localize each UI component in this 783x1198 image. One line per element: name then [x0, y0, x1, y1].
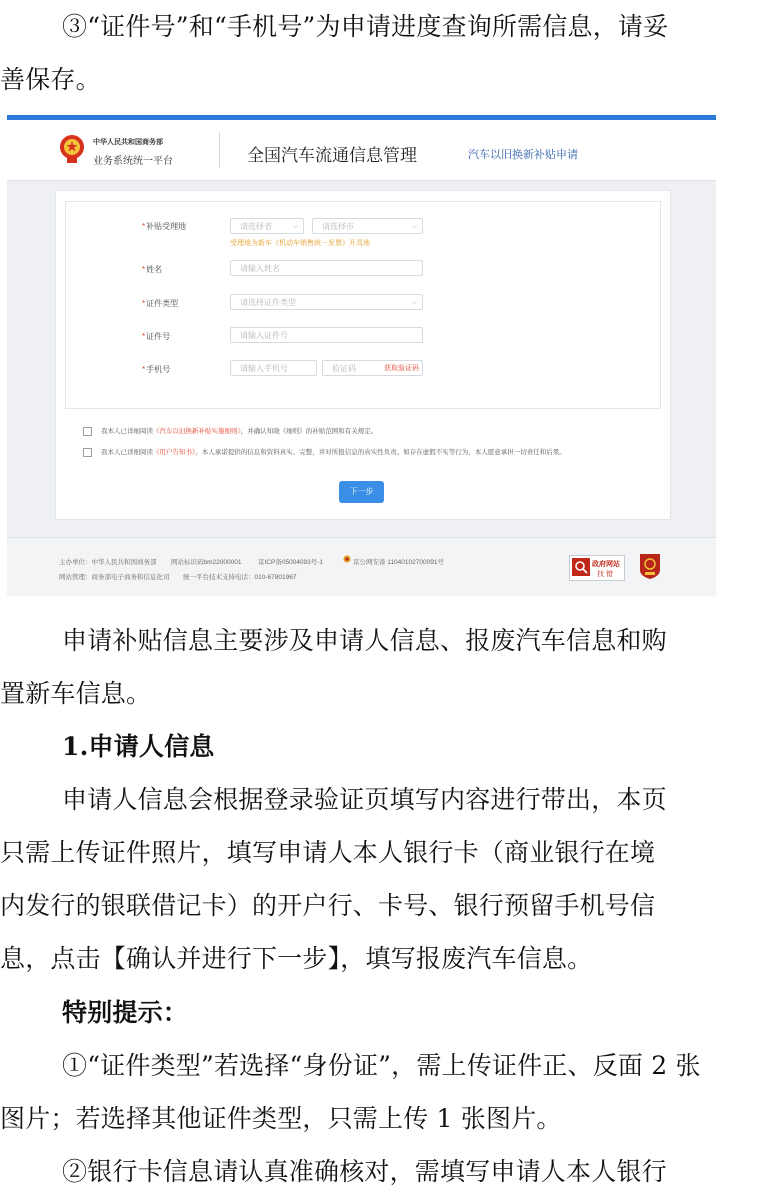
org-subtitle: 业务系统统一平台	[93, 156, 173, 167]
paragraph-body	[0, 773, 715, 985]
gov-badge-line-1: 政府网站	[592, 561, 620, 568]
tip-1-line-2: 图片；若选择其他证件类型，只需上传 1 张图片。	[0, 1104, 562, 1133]
party-gov-shield-icon[interactable]	[638, 552, 662, 580]
paragraph-body-line-3: 内发行的银联借记卡）的开户行、卡号、银行预留手机号信	[0, 891, 656, 920]
agreement-notice-checkbox[interactable]	[83, 448, 92, 457]
phone-label: *手机号	[142, 365, 171, 374]
tip-heading-text: 特别提示：	[62, 998, 189, 1027]
site-footer	[7, 537, 716, 596]
header-divider	[219, 132, 220, 168]
tip-1-line-1: ①“证件类型”若选择“身份证”，需上传证件正、反面 2 张	[62, 1051, 701, 1080]
tip-heading	[0, 986, 715, 1039]
id-type-select[interactable]: 请选择证件类型 ⌵	[230, 294, 423, 310]
paragraph-intro-line-2: 置新车信息。	[0, 679, 152, 708]
paragraph-body-line-2: 只需上传证件照片，填写申请人本人银行卡（商业银行在境	[0, 838, 656, 867]
captcha-input[interactable]: 验证码 获取验证码	[322, 360, 423, 376]
application-form-panel	[55, 190, 671, 520]
footer-sponsor: 主办单位：中华人民共和国商务部	[59, 559, 157, 566]
agreement-rules-checkbox[interactable]	[83, 427, 92, 436]
province-select[interactable]: 请选择省 ⌵	[230, 218, 304, 234]
paragraph-intro	[0, 614, 715, 720]
paragraph-body-line-4: 息，点击【确认并进行下一步】，填写报废汽车信息。	[0, 944, 593, 973]
footer-site-id: 网站标识码bm22000001	[171, 559, 242, 566]
footer-support: 统一平台技术支持电话：010-67801967	[183, 574, 297, 581]
tip-2-line-1: ②银行卡信息请认真准确核对，需填写申请人本人银行	[62, 1157, 667, 1186]
id-number-label: *证件号	[142, 332, 171, 341]
system-subtitle: 汽车以旧换新补贴申请	[468, 149, 578, 161]
section-heading-text: 1.申请人信息	[62, 732, 215, 761]
tip-1	[0, 1039, 715, 1145]
agreement-notice-row: 我本人已详细阅读《用户告知书》，本人承诺提供的信息和资料真实、完整，并对所报信息的真实性负责。如存在虚假不实等行为，本人愿意承担一切责任和后果。	[83, 447, 566, 457]
gov-site-error-badge[interactable]	[569, 555, 625, 581]
gov-badge-line-2: 找 错	[597, 571, 613, 578]
paragraph-intro-line-1: 申请补贴信息主要涉及申请人信息、报废汽车信息和购	[62, 626, 667, 655]
org-name: 中华人民共和国商务部	[93, 139, 163, 146]
footer-maintainer: 网站管理：商务部电子商务和信息化司	[59, 574, 170, 581]
footer-icp[interactable]: 京ICP备05004093号-1	[258, 559, 324, 566]
city-select[interactable]: 请选择市 ⌵	[312, 218, 423, 234]
get-code-link[interactable]: 获取验证码	[384, 365, 419, 372]
paragraph-body-line-1: 申请人信息会根据登录验证页填写内容进行带出，本页	[62, 785, 667, 814]
next-step-button[interactable]: 下一步	[339, 481, 384, 503]
id-number-input[interactable]: 请输入证件号	[230, 327, 423, 343]
tip-2	[0, 1145, 715, 1198]
agreement-rules-row: 我本人已详细阅读《汽车以旧换新补贴实施细则》，并确认知晓《细则》的补贴范围和有关规定。	[83, 426, 377, 436]
rules-doc-link[interactable]: 《汽车以旧换新补贴实施细则》	[153, 428, 241, 435]
magnifier-icon	[572, 558, 590, 576]
region-hint: 受理地为新车《机动车销售统一发票》开具地	[230, 240, 370, 247]
subsidy-application-screenshot	[7, 115, 716, 596]
national-emblem-icon	[59, 134, 85, 164]
system-title: 全国汽车流通信息管理	[247, 146, 417, 165]
police-badge-icon	[343, 555, 351, 563]
paragraph-top	[0, 0, 715, 106]
footer-police[interactable]: 京公网安备 11040102700091号	[353, 559, 444, 566]
paragraph-top-line-1: ③“证件号”和“手机号”为申请进度查询所需信息，请妥	[62, 12, 669, 41]
region-label: *补贴受理地	[142, 222, 187, 231]
site-header	[7, 120, 716, 181]
chevron-down-icon: ⌵	[411, 299, 417, 306]
phone-input[interactable]: 请输入手机号	[230, 360, 317, 376]
id-type-label: *证件类型	[142, 299, 179, 308]
chevron-down-icon: ⌵	[292, 223, 298, 230]
form-fields-box	[65, 201, 661, 409]
chevron-down-icon: ⌵	[411, 223, 417, 230]
paragraph-top-line-2: 善保存。	[0, 65, 101, 94]
name-input[interactable]: 请输入姓名	[230, 260, 423, 276]
name-label: *姓名	[142, 265, 163, 274]
section-heading	[0, 720, 715, 773]
notice-doc-link[interactable]: 《用户告知书》	[153, 449, 196, 456]
